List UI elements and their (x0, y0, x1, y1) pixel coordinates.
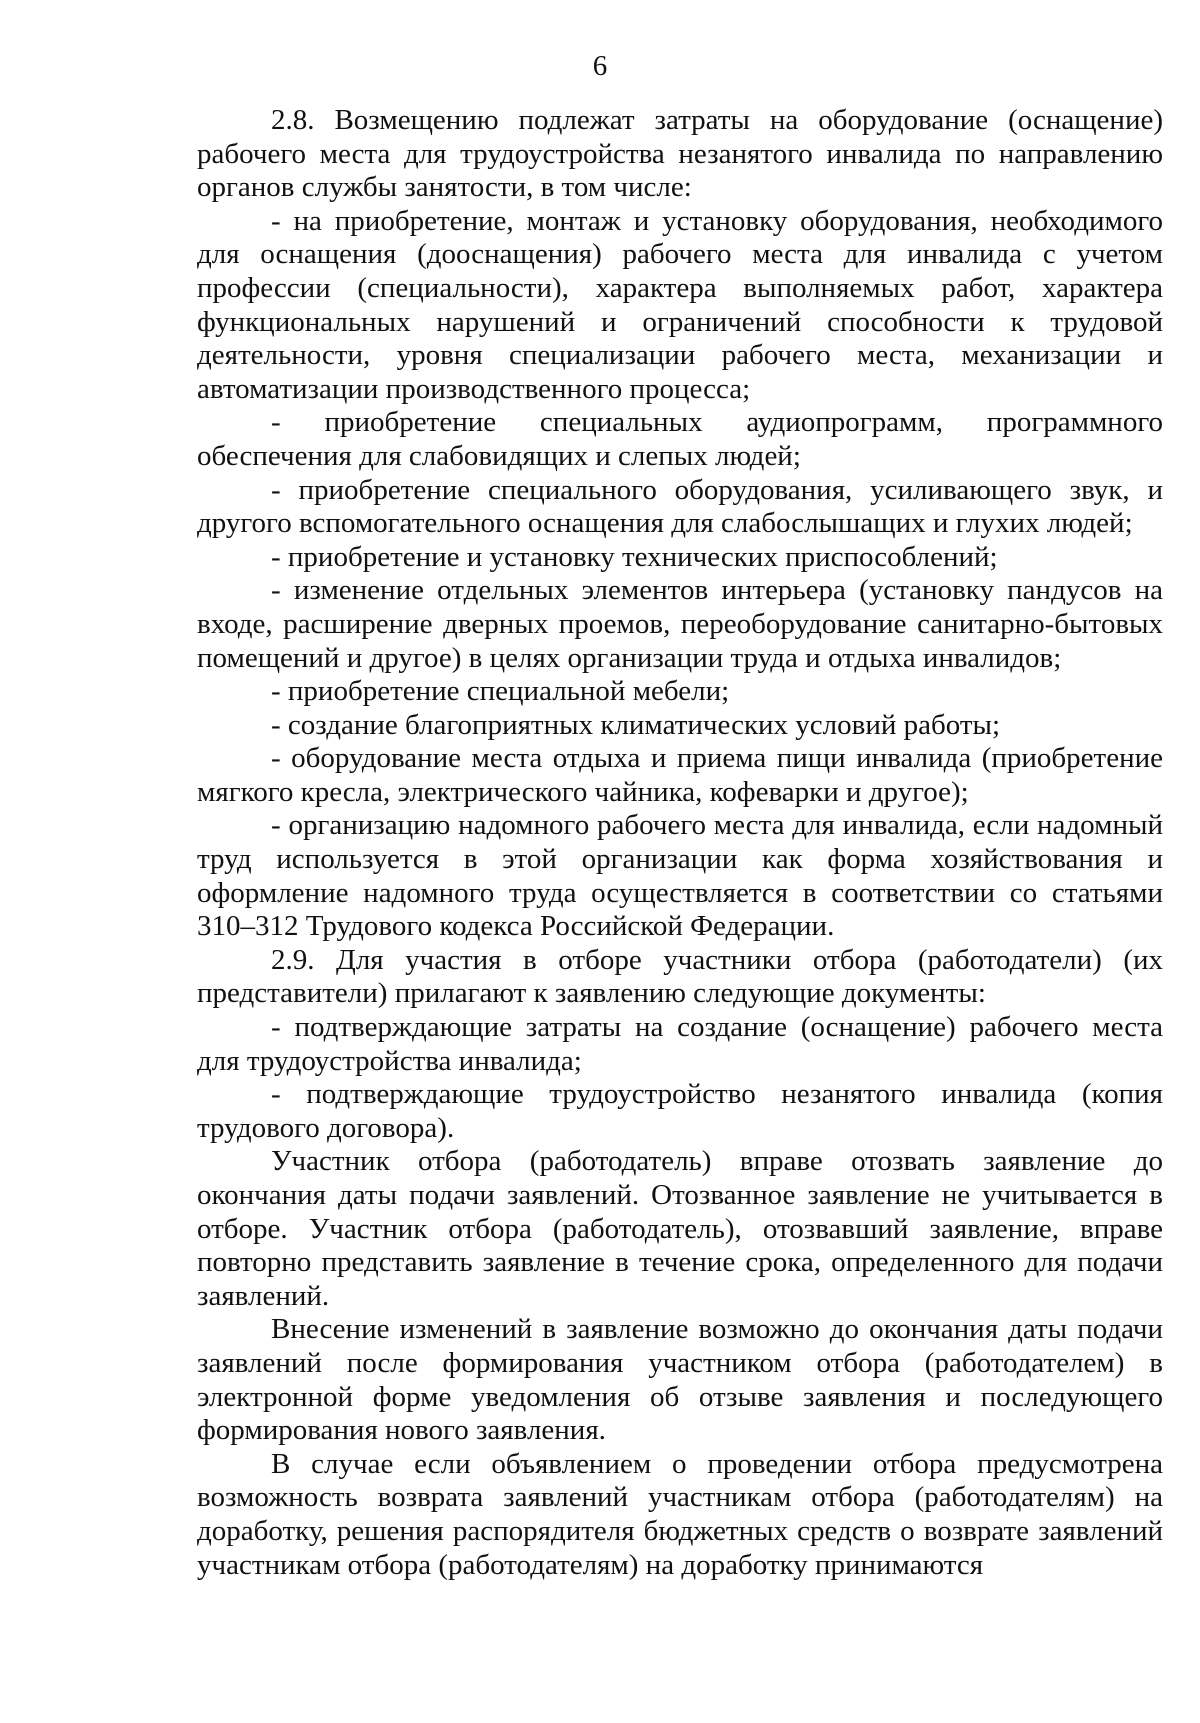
list-item-equipment-installation: - на приобретение, монтаж и установку оборудования, необходимого для оснащения (дооснащения) рабочего места для инвалида с учетом профессии (специальности), характера выполняемых работ, характера функциональных нарушений и ограничений способности к трудовой деятельности, уровня специализации рабочего места, механизации и автоматизации производственного процесса; (197, 204, 1163, 405)
list-item-audio-software: - приобретение специальных аудиопрограмм, программного обеспечения для слабовидящих и слепых людей; (197, 406, 1163, 472)
paragraph-amendments: Внесение изменений в заявление возможно до окончания даты подачи заявлений после формирования участником отбора (работодателем) в электронной форме уведомления об отзыве заявления и последующего формирования нового заявления. (197, 1313, 1163, 1447)
paragraph-withdrawal: Участник отбора (работодатель) вправе отозвать заявление до окончания даты подачи заявлений. Отозванное заявление не учитывается в отборе. Участник отбора (работодатель), отозвавший заявление, вправе повторно представить заявление в течение срока, определенного для подачи заявлений. (197, 1145, 1163, 1312)
list-item-technical-devices: - приобретение и установку технических приспособлений; (271, 540, 998, 573)
list-item-home-workplace: - организацию надомного рабочего места для инвалида, если надомный труд используется в этой организации как форма хозяйствования и оформление надомного труда осуществляется в соответствии со статьями 310–312 Трудового кодекса Российской Федерации. (197, 809, 1163, 943)
list-item-special-furniture: - приобретение специальной мебели; (271, 675, 730, 708)
paragraph-2-8: 2.8. Возмещению подлежат затраты на оборудование (оснащение) рабочего места для трудоустройства незанятого инвалида по направлению органов службы занятости, в том числе: (197, 104, 1163, 204)
paragraph-return-for-revision: В случае если объявлением о проведении отбора предусмотрена возможность возврата заявлений участникам отбора (работодателям) на доработку, решения распорядителя бюджетных средств о возврате заявлений участникам отбора (работодателям) на доработку принимаются (197, 1447, 1163, 1581)
list-item-climate-conditions: - создание благоприятных климатических условий работы; (271, 708, 1001, 741)
paragraph-2-9: 2.9. Для участия в отборе участники отбора (работодатели) (их представители) прилагают к заявлению следующие документы: (197, 943, 1163, 1010)
document-body (197, 104, 1163, 1582)
page-number: 6 (592, 50, 608, 82)
list-item-sound-equipment: - приобретение специального оборудования, усиливающего звук, и другого вспомогательного оснащения для слабослышащих и глухих людей; (197, 473, 1163, 540)
list-item-cost-documents: - подтверждающие затраты на создание (оснащение) рабочего места для трудоустройства инвалида; (197, 1011, 1163, 1077)
list-item-rest-area: - оборудование места отдыха и приема пищи инвалида (приобретение мягкого кресла, электрического чайника, кофеварки и другое); (197, 742, 1163, 808)
list-item-interior-changes: - изменение отдельных элементов интерьера (установку пандусов на входе, расширение дверных проемов, переоборудование санитарно-бытовых помещений и другое) в целях организации труда и отдыха инвалидов; (197, 574, 1163, 674)
list-item-employment-documents: - подтверждающие трудоустройство незанятого инвалида (копия трудового договора). (197, 1078, 1163, 1144)
